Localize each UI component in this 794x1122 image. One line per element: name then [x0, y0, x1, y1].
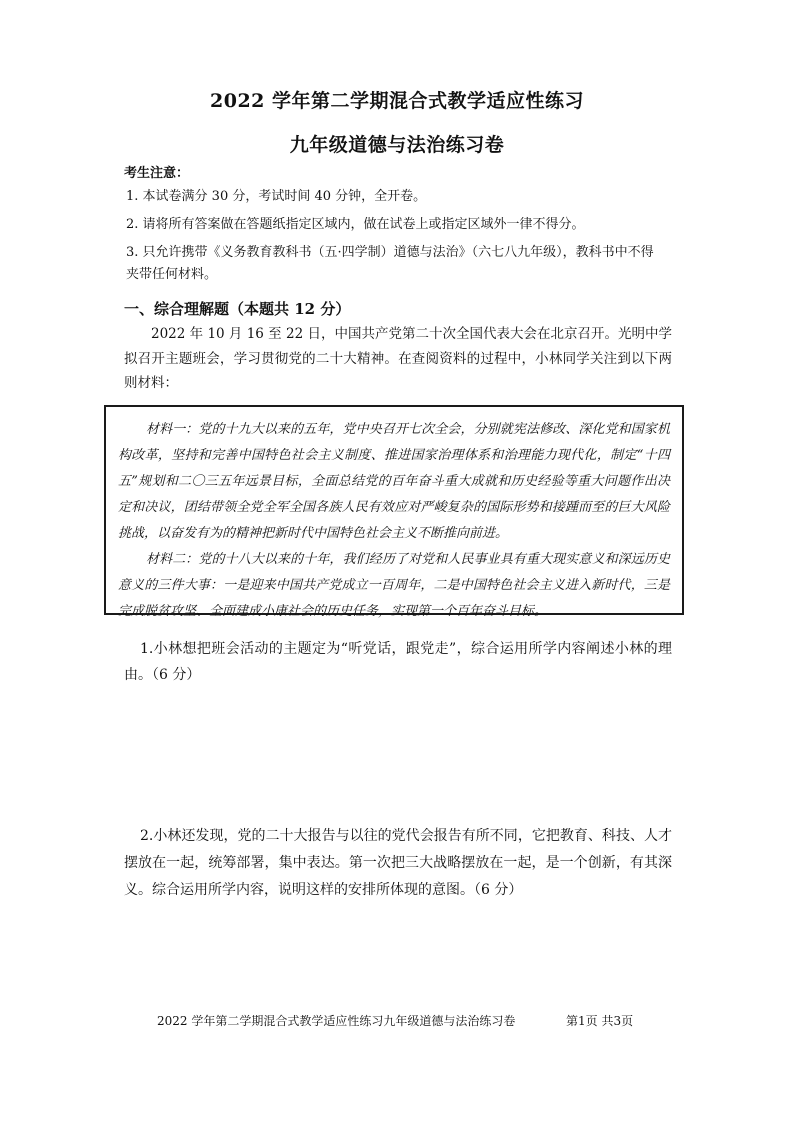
- question-1: 1.小林想把班会活动的主题定为“听党话，跟党走”，综合运用所学内容阐述小林的理由。（6 分）: [124, 641, 672, 683]
- question-2: 2.小林还发现，党的二十大报告与以往的党代会报告有所不同，它把教育、科技、人才摆放在一起，统筹部署，集中表达。第一次把三大战略摆放在一起，是一个创新，有其深义。综合运用所学内容，说明这样的安排所体现的意图。（6 分）: [124, 828, 672, 898]
- page-number: 第1页 共3页: [566, 1014, 634, 1028]
- exam-title-line1: 2022 学年第二学期混合式教学适应性练习: [210, 90, 584, 112]
- section-heading: 一、综合理解题（本题共 12 分）: [124, 300, 351, 318]
- material-2: 材料二：党的十八大以来的十年，我们经历了对党和人民事业具有重大现实意义和深远历史意义的三件大事：一是迎来中国共产党成立一百周年，二是中国特色社会主义进入新时代，三是完成脱贫攻坚、全面建成小康社会的历史任务，实现第一个百年奋斗目标。: [118, 552, 670, 619]
- notice-item-2: 2. 请将所有答案做在答题纸指定区域内，做在试卷上或指定区域外一律不得分。: [126, 217, 585, 232]
- material-1: 材料一：党的十九大以来的五年，党中央召开七次全会，分别就宪法修改、深化党和国家机构改革，坚持和完善中国特色社会主义制度、推进国家治理体系和治理能力现代化，制定“十四五”规划和二〇三五年远景目标，全面总结党的百年奋斗重大成就和历史经验等重大问题作出决定和决议，团结带领全党全军全国各族人民有效应对严峻复杂的国际形势和接踵而至的巨大风险挑战，以奋发有为的精神把新时代中国特色社会主义不断推向前进。: [118, 422, 670, 541]
- section-intro: 2022 年 10 月 16 至 22 日，中国共产党第二十次全国代表大会在北京召开。光明中学拟召开主题班会，学习贯彻党的二十大精神。在查阅资料的过程中，小林同学关注到以下两则材料：: [124, 326, 672, 391]
- notice-item-1: 1. 本试卷满分 30 分，考试时间 40 分钟，全开卷。: [126, 189, 427, 204]
- exam-title-line2: 九年级道德与法治练习卷: [289, 134, 505, 156]
- material-box: [104, 405, 684, 619]
- notice-heading: 考生注意：: [124, 166, 190, 181]
- footer-title: 2022 学年第二学期混合式教学适应性练习九年级道德与法治练习卷: [157, 1014, 516, 1028]
- notice-item-3: 3. 只允许携带《义务教育教科书（五·四学制）道德与法治》（六七八九年级），教科书中不得夹带任何材料。: [126, 245, 654, 282]
